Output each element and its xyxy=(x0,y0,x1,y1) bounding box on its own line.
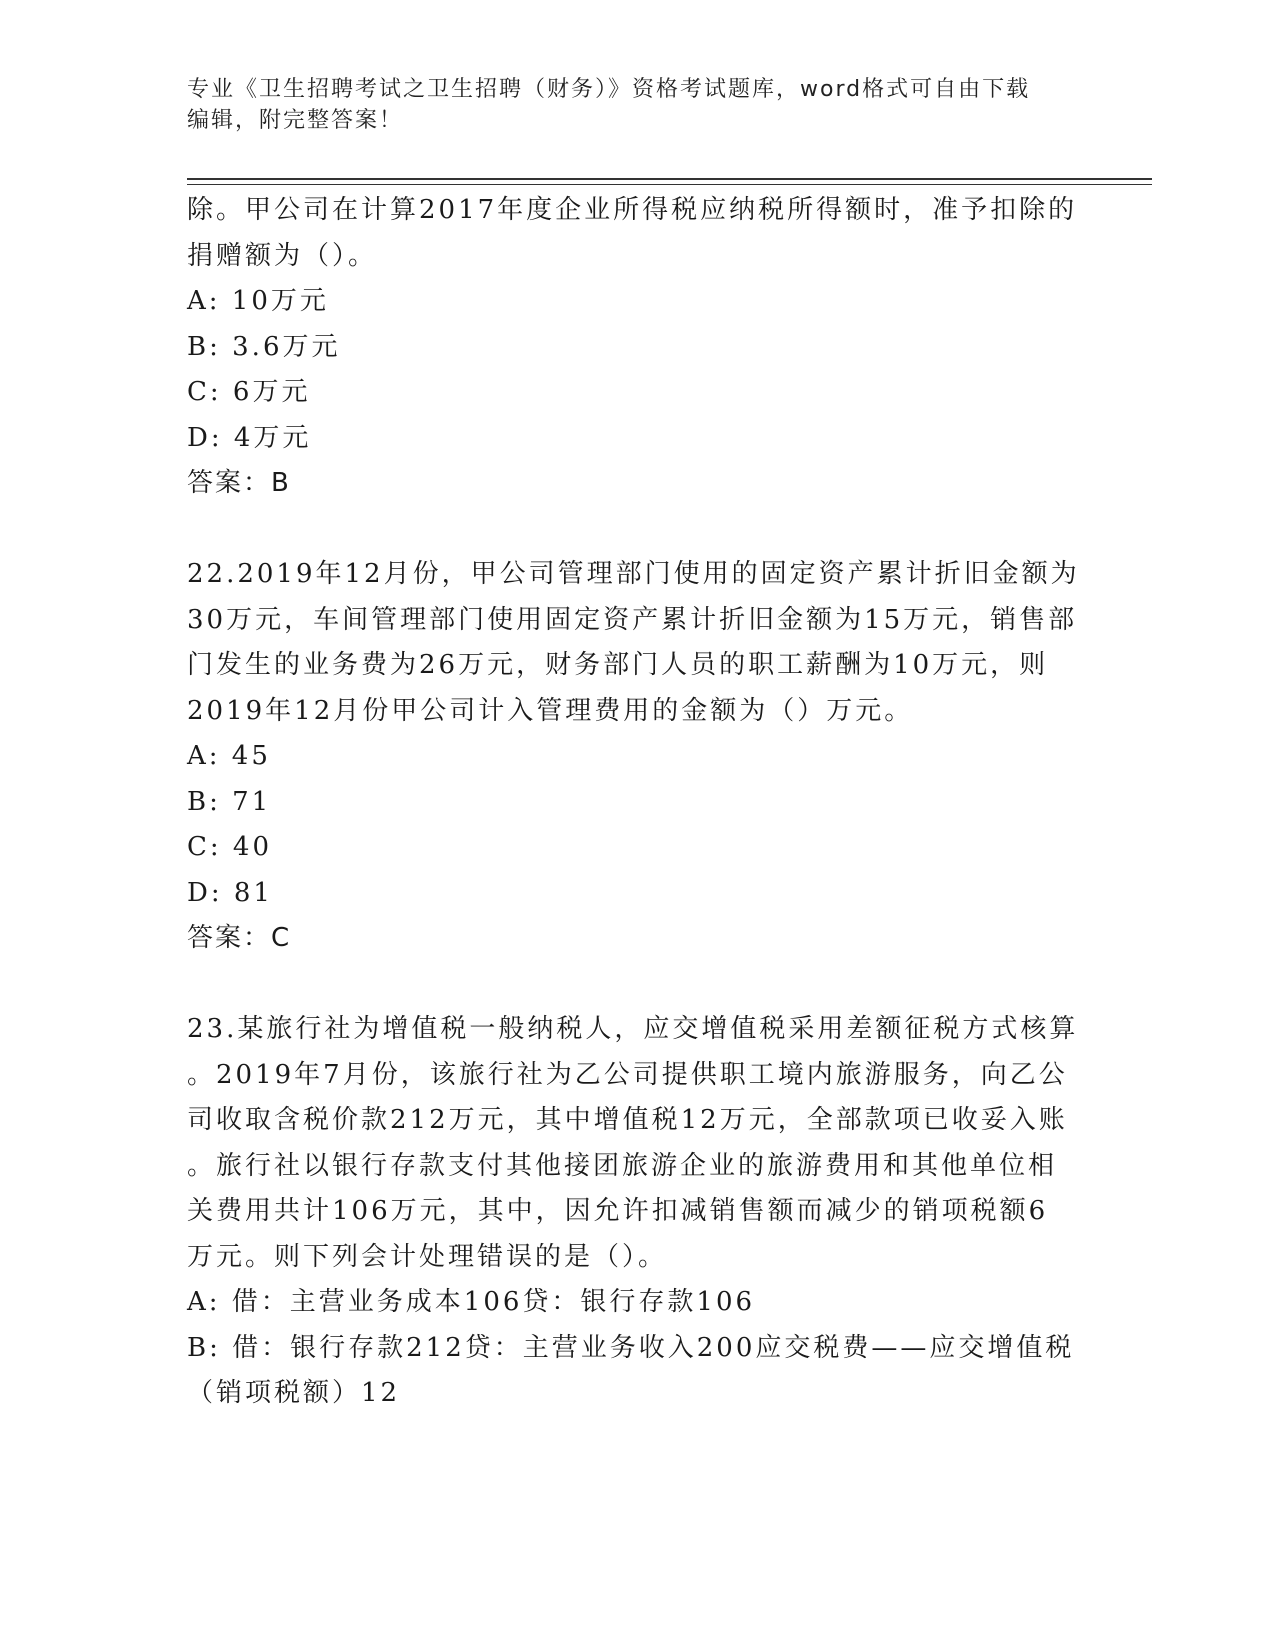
question-text-line: 万元。则下列会计处理错误的是（）。 xyxy=(187,1241,668,1272)
spacer xyxy=(187,962,1087,1008)
question-text-line: 22.2019年12月份，甲公司管理部门使用的固定资产累计折旧金额为 xyxy=(187,559,1080,589)
option-b: B: 借：银行存款212贷：主营业务收入200应交税费——应交增值税 xyxy=(187,1332,1075,1363)
option-b-continued: （销项税额）12 xyxy=(187,1378,401,1408)
option-b: B: 71 xyxy=(187,786,272,817)
question-text-line: 捐赠额为（）。 xyxy=(187,240,378,271)
option-c: C: 40 xyxy=(187,832,273,862)
header-line-1: 专业《卫生招聘考试之卫生招聘（财务）》资格考试题库，word格式可自由下载 xyxy=(187,77,1031,102)
question-21-tail xyxy=(187,188,1087,507)
answer-line: 答案：C xyxy=(187,923,292,953)
question-text-line: 关费用共计106万元，其中，因允许扣减销售额而减少的销项税额6 xyxy=(187,1196,1049,1226)
option-a: A: 45 xyxy=(187,741,271,771)
question-text-line: 。旅行社以银行存款支付其他接团旅游企业的旅游费用和其他单位相 xyxy=(187,1150,1058,1181)
header-rule-thick xyxy=(187,178,1152,180)
document-header xyxy=(187,74,1067,136)
question-22 xyxy=(187,552,1087,962)
question-text-line: 门发生的业务费为26万元，财务部门人员的职工薪酬为10万元，则 xyxy=(187,650,1049,680)
question-content xyxy=(187,188,1087,1417)
option-b: B: 3.6万元 xyxy=(187,331,341,362)
question-text-line: 2019年12月份甲公司计入管理费用的金额为（）万元。 xyxy=(187,695,914,726)
question-23 xyxy=(187,1007,1087,1417)
option-d: D: 81 xyxy=(187,877,273,908)
question-text-line: 除。甲公司在计算2017年度企业所得税应纳税所得额时，准予扣除的 xyxy=(187,195,1078,225)
question-text-line: 30万元，车间管理部门使用固定资产累计折旧金额为15万元，销售部 xyxy=(187,604,1078,635)
question-text-line: 23.某旅行社为增值税一般纳税人，应交增值税采用差额征税方式核算 xyxy=(187,1014,1079,1044)
option-a: A: 借：主营业务成本106贷：银行存款106 xyxy=(187,1287,756,1317)
option-a: A: 10万元 xyxy=(187,286,329,316)
option-d: D: 4万元 xyxy=(187,422,312,453)
spacer xyxy=(187,507,1087,553)
header-line-2: 编辑，附完整答案！ xyxy=(187,108,404,133)
question-text-line: 。2019年7月份，该旅行社为乙公司提供职工境内旅游服务，向乙公 xyxy=(187,1059,1068,1090)
option-c: C: 6万元 xyxy=(187,377,311,407)
header-rule-thin xyxy=(187,184,1152,185)
question-text-line: 司收取含税价款212万元，其中增值税12万元，全部款项已收妥入账 xyxy=(187,1105,1068,1135)
answer-line: 答案：B xyxy=(187,468,291,498)
